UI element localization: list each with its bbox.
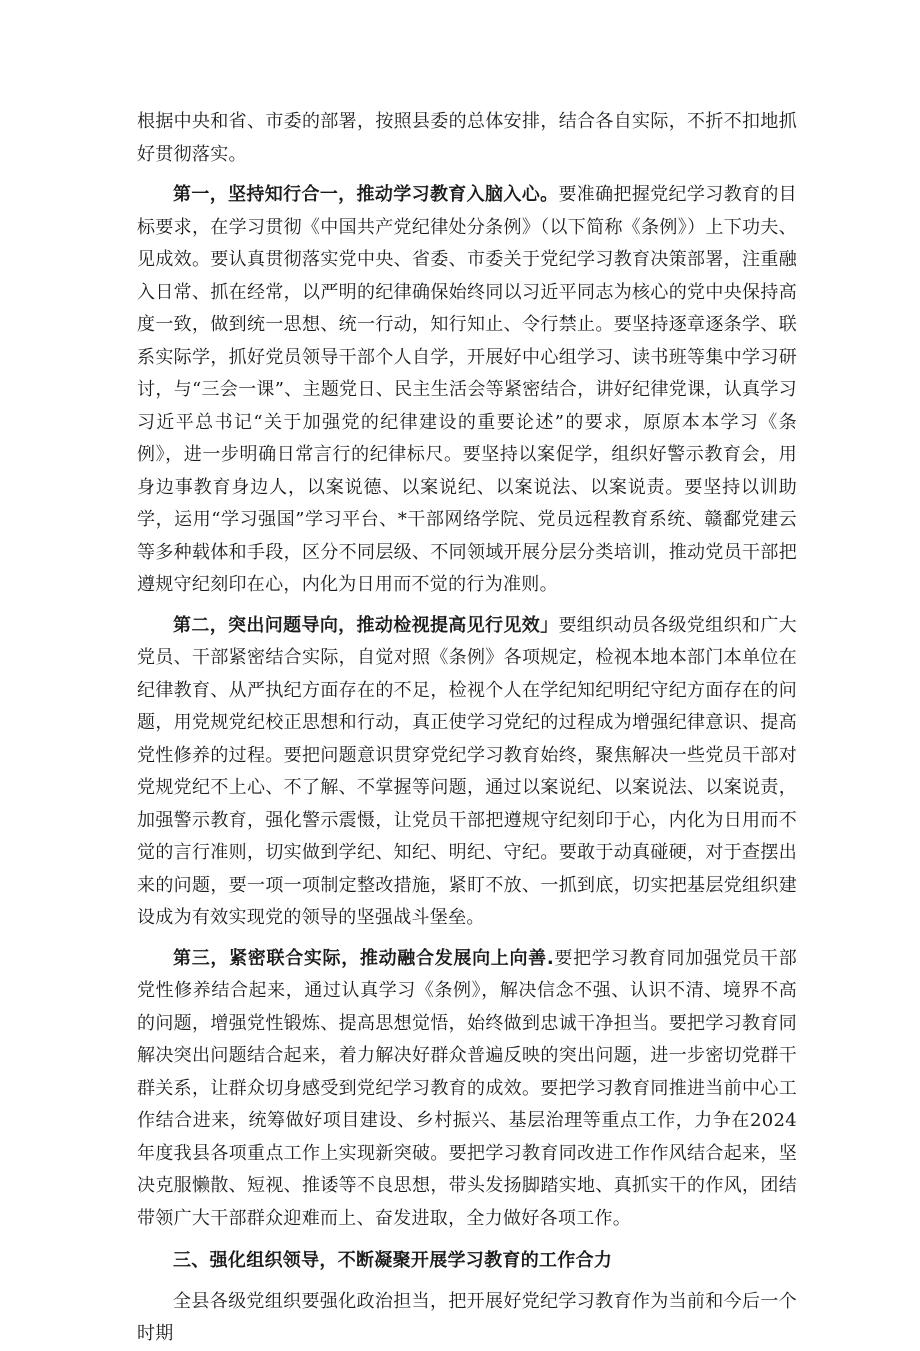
- paragraph-first-point: [137, 179, 797, 602]
- point-body: 要准确把握党纪学习教育的目标要求，在学习贯彻《中国共产党纪律处分条例》（以下简称《条例》）上下功夫、见成效。要认真贯彻落实党中央、省委、市委关于党纪学习教育决策部署，注重融入日常、抓在经常，以严明的纪律确保始终同以习近平同志为核心的党中央保持高度一致，做到统一思想、统一行动，知行知止、令行禁止。要坚持逐章逐条学、联系实际学，抓好党员领导干部个人自学，开展好中心组学习、读书班等集中学习研讨，与“三会一课”、主题党日、民主生活会等紧密结合，讲好纪律党课，认真学习习近平总书记“关于加强党的纪律建设的重要论述”的要求，原原本本学习《条例》，进一步明确日常言行的纪律标尺。要坚持以案促学，组织好警示教育会，用身边事教育身边人，以案说德、以案说纪、以案说法、以案说责。要坚持以训助学，运用“学习强国”学习平台、*干部网络学院、党员远程教育系统、赣鄱党建云等多种载体和手段，区分不同层级、不同领域开展分层分类培训，推动党员干部把遵规守纪刻印在心，内化为日用而不觉的行为准则。: [137, 184, 797, 595]
- document-page: [137, 106, 797, 1351]
- point-heading: 第二，突出问题导向，推动检视提高见行见效」: [173, 614, 559, 636]
- point-body: 要组织动员各级党组织和广大党员、干部紧密结合实际，自觉对照《条例》各项规定，检视本地本部门本单位在纪律教育、从严执纪方面存在的不足，检视个人在学纪知纪明纪守纪方面存在的问题，用党规党纪校正思想和行动，真正使学习党纪的过程成为增强纪律意识、提高党性修养的过程。要把问题意识贯穿党纪学习教育始终，聚焦解决一些党员干部对党规党纪不上心、不了解、不掌握等问题，通过以案说纪、以案说法、以案说责，加强警示教育，强化警示震慑，让党员干部把遵规守纪刻印于心，内化为日用而不觉的言行准则，切实做到学纪、知纪、明纪、守纪。要敢于动真碰硬，对于查摆出来的问题，要一项一项制定整改措施，紧盯不放、一抓到底，切实把基层党组织建设成为有效实现党的领导的坚强战斗堡垒。: [137, 614, 797, 928]
- paragraph-section-three-intro: 全县各级党组织要强化政治担当，把开展好党纪学习教育作为当前和今后一个时期: [137, 1290, 797, 1344]
- paragraph-second-point: [137, 610, 797, 935]
- point-body: 要把学习教育同加强党员干部党性修养结合起来，通过认真学习《条例》，解决信念不强、认识不清、境界不高的问题，增强党性锻炼、提高思想觉悟，始终做到忠诚干净担当。要把学习教育同解决突出问题结合起来，着力解决好群众普遍反映的突出问题，进一步密切党群干群关系，让群众切身感受到党纪学习教育的成效。要把学习教育同推进当前中心工作结合进来，统筹做好项目建设、乡村振兴、基层治理等重点工作，力争在2024年度我县各项重点工作上实现新突破。要把学习教育同改进工作作风结合起来，坚决克服懒散、短视、推诿等不良思想，带头发扬脚踏实地、真抓实干的作风，团结带领广大干部群众迎难而上、奋发进取，全力做好各项工作。: [137, 947, 798, 1229]
- section-heading-three: 三、强化组织领导，不断凝聚开展学习教育的工作合力: [173, 1250, 613, 1271]
- point-heading: 第一，坚持知行合一，推动学习教育入脑入心。: [173, 184, 559, 205]
- paragraph-intro: 根据中央和省、市委的部署，按照县委的总体安排，结合各自实际，不折不扣地抓好贯彻落实。: [137, 111, 797, 165]
- point-heading: 第三，紧密联合实际，推动融合发展向上向善.: [173, 947, 554, 969]
- paragraph-third-point: [137, 943, 797, 1236]
